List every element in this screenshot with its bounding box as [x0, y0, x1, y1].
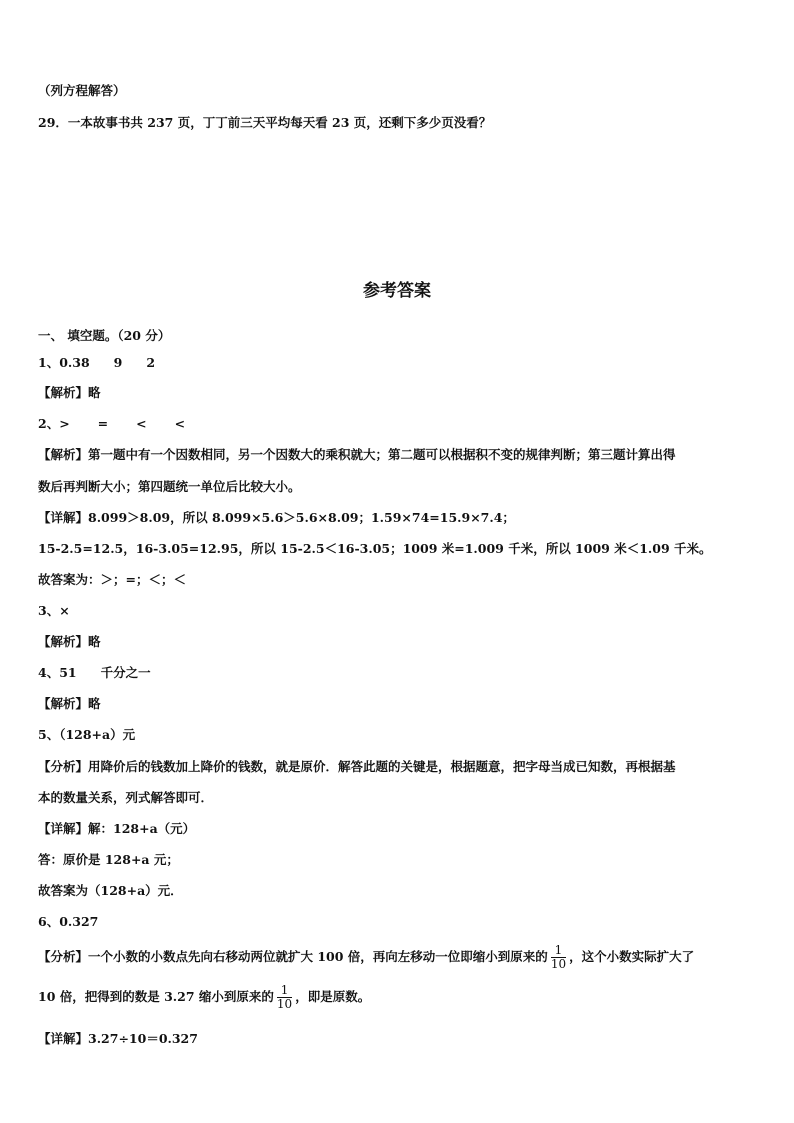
- answer-1: [38, 355, 764, 371]
- answer-1-value-1: 1、0.38: [38, 355, 90, 370]
- answer-5-final: 故答案为（128+a）元．: [38, 883, 183, 898]
- answers-title: 参考答案: [363, 281, 431, 301]
- answer-3-analysis: 【解析】略: [38, 634, 101, 649]
- answer-1-value-2: 9: [113, 355, 123, 370]
- answer-6-analysis-text-2a: 10 倍，把得到的数是 3.27 缩小到原来的: [38, 989, 274, 1004]
- answer-2-analysis-line-2: 数后再判断大小；第四题统一单位后比较大小。: [38, 479, 301, 494]
- answer-2-value-2: =: [97, 416, 109, 431]
- answer-4-value-2: 千分之一: [100, 665, 151, 680]
- question-29: 29．一本故事书共 237 页，丁丁前三天平均每天看 23 页，还剩下多少页没看？: [38, 115, 492, 130]
- answer-6: 6、0.327: [38, 914, 99, 929]
- answer-2-analysis-line-1: 【解析】第一题中有一个因数相同，另一个因数大的乘积就大；第二题可以根据积不变的规律判断；第三题计算出得: [38, 447, 676, 462]
- answer-6-analysis-text-1a: 【分析】一个小数的小数点先向右移动两位就扩大 100 倍，再向左移动一位即缩小到原来的: [38, 949, 548, 964]
- answer-2-final: 故答案为：＞；=；＜；＜: [38, 572, 186, 587]
- answer-6-analysis-text-2b: ，即是原数。: [295, 989, 371, 1004]
- answer-4-analysis: 【解析】略: [38, 696, 101, 711]
- answer-5-analysis-line-1: 【分析】用降价后的钱数加上降价的钱数，就是原价．解答此题的关键是，根据题意，把字母当成已知数，再根据基: [38, 759, 676, 774]
- answer-5: 5、（128+a）元: [38, 727, 136, 742]
- fraction-numerator: 1: [277, 984, 292, 998]
- answer-6-detail: 【详解】3.27÷10＝0.327: [38, 1031, 198, 1046]
- answer-5-reply: 答：原价是 128+a 元；: [38, 852, 179, 867]
- answer-2-value-3: <: [136, 416, 147, 431]
- answer-4-value-1: 4、51: [38, 665, 77, 680]
- fraction-denominator: 10: [550, 957, 567, 971]
- answer-2-value-1: 2、>: [38, 416, 70, 431]
- answer-3: 3、×: [38, 603, 70, 618]
- answer-6-analysis-line-1: [38, 943, 764, 971]
- answer-5-detail: 【详解】解：128+a（元）: [38, 821, 196, 836]
- fraction-one-tenth: [277, 984, 292, 1011]
- fraction-denominator: 10: [276, 997, 293, 1011]
- answer-4: [38, 665, 764, 681]
- answer-1-analysis: 【解析】略: [38, 385, 101, 400]
- answer-2-value-4: <: [174, 416, 186, 431]
- answer-2: [38, 416, 764, 432]
- answer-2-detail-line-1: 【详解】8.099＞8.09，所以 8.099×5.6＞5.6×8.09；1.59×74=15.9×7.4；: [38, 510, 515, 525]
- section-heading: 一、 填空题。（20 分）: [38, 328, 171, 343]
- answer-5-analysis-line-2: 本的数量关系，列式解答即可．: [38, 790, 214, 805]
- answer-6-analysis-text-1b: ，这个小数实际扩大了: [569, 949, 695, 964]
- answer-6-analysis-line-2: [38, 983, 764, 1011]
- answer-1-value-3: 2: [146, 355, 156, 370]
- instruction-text: （列方程解答）: [38, 83, 126, 98]
- fraction-numerator: 1: [551, 944, 566, 958]
- answer-2-detail-line-2: 15-2.5=12.5，16-3.05=12.95，所以 15-2.5＜16-3.05；1009 米=1.009 千米，所以 1009 米＜1.09 千米。: [38, 541, 712, 556]
- fraction-one-tenth: [551, 944, 566, 971]
